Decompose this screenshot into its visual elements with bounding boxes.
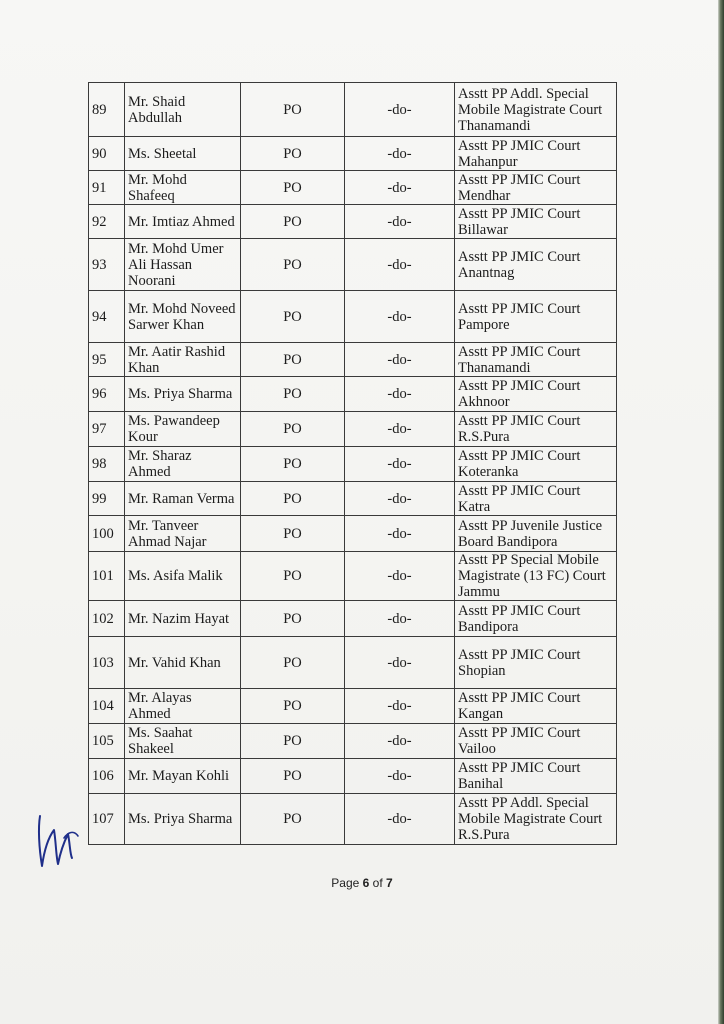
serial-number-cell: 96 [89,377,125,412]
ditto-cell: -do- [345,447,455,482]
officer-name-cell: Mr. Sharaz Ahmed [125,447,241,482]
page-edge-shadow [718,0,724,1024]
officer-name-cell: Ms. Asifa Malik [125,552,241,601]
court-posting-cell: Asstt PP Juvenile Justice Board Bandipora [455,516,617,552]
table-row [89,83,617,137]
serial-number-cell: 101 [89,552,125,601]
serial-number-cell: 91 [89,171,125,205]
court-posting-cell: Asstt PP JMIC Court R.S.Pura [455,412,617,447]
ditto-cell: -do- [345,637,455,689]
ditto-cell: -do- [345,552,455,601]
table-row [89,291,617,343]
officer-name-cell: Mr. Alayas Ahmed [125,689,241,724]
officer-name-cell: Ms. Saahat Shakeel [125,724,241,759]
ditto-cell: -do- [345,137,455,171]
ditto-cell: -do- [345,724,455,759]
table-row [89,601,617,637]
designation-cell: PO [241,482,345,516]
serial-number-cell: 90 [89,137,125,171]
table-row [89,412,617,447]
ditto-cell: -do- [345,83,455,137]
court-posting-cell: Asstt PP JMIC Court Bandipora [455,601,617,637]
court-posting-cell: Asstt PP Addl. Special Mobile Magistrate Court R.S.Pura [455,794,617,845]
ditto-cell: -do- [345,759,455,794]
serial-number-cell: 103 [89,637,125,689]
officer-name-cell: Mr. Mohd Shafeeq [125,171,241,205]
officer-name-cell: Ms. Sheetal [125,137,241,171]
serial-number-cell: 102 [89,601,125,637]
serial-number-cell: 99 [89,482,125,516]
ditto-cell: -do- [345,794,455,845]
ditto-cell: -do- [345,343,455,377]
designation-cell: PO [241,516,345,552]
court-posting-cell: Asstt PP JMIC Court Koteranka [455,447,617,482]
table-row [89,724,617,759]
ditto-cell: -do- [345,412,455,447]
court-posting-cell: Asstt PP JMIC Court Kangan [455,689,617,724]
officer-name-cell: Mr. Imtiaz Ahmed [125,205,241,239]
serial-number-cell: 98 [89,447,125,482]
designation-cell: PO [241,412,345,447]
designation-cell: PO [241,137,345,171]
table-row [89,689,617,724]
officer-name-cell: Ms. Priya Sharma [125,377,241,412]
serial-number-cell: 89 [89,83,125,137]
table-row [89,377,617,412]
page-of-text: of [369,876,387,890]
court-posting-cell: Asstt PP JMIC Court Mahanpur [455,137,617,171]
table-row [89,482,617,516]
table-row [89,343,617,377]
designation-cell: PO [241,291,345,343]
ditto-cell: -do- [345,171,455,205]
ditto-cell: -do- [345,377,455,412]
designation-cell: PO [241,724,345,759]
table-row [89,205,617,239]
page-prefix-text: Page [331,876,363,890]
designation-cell: PO [241,794,345,845]
designation-cell: PO [241,83,345,137]
designation-cell: PO [241,205,345,239]
court-posting-cell: Asstt PP JMIC Court Mendhar [455,171,617,205]
ditto-cell: -do- [345,239,455,291]
page-number-footer [0,876,724,890]
serial-number-cell: 100 [89,516,125,552]
table-row [89,137,617,171]
officer-name-cell: Mr. Tanveer Ahmad Najar [125,516,241,552]
court-posting-cell: Asstt PP JMIC Court Thanamandi [455,343,617,377]
table-row [89,447,617,482]
court-posting-cell: Asstt PP JMIC Court Pampore [455,291,617,343]
designation-cell: PO [241,239,345,291]
table-row [89,552,617,601]
page-current-number: 6 [362,876,370,890]
officer-name-cell: Mr. Nazim Hayat [125,601,241,637]
serial-number-cell: 93 [89,239,125,291]
serial-number-cell: 105 [89,724,125,759]
officer-name-cell: Mr. Mohd Noveed Sarwer Khan [125,291,241,343]
designation-cell: PO [241,343,345,377]
table-row [89,759,617,794]
designation-cell: PO [241,759,345,794]
table-row [89,794,617,845]
serial-number-cell: 104 [89,689,125,724]
designation-cell: PO [241,171,345,205]
ditto-cell: -do- [345,516,455,552]
serial-number-cell: 107 [89,794,125,845]
officer-name-cell: Mr. Mayan Kohli [125,759,241,794]
handwritten-initials-signature [34,808,84,874]
officer-name-cell: Mr. Vahid Khan [125,637,241,689]
court-posting-cell: Asstt PP JMIC Court Shopian [455,637,617,689]
court-posting-cell: Asstt PP JMIC Court Katra [455,482,617,516]
table-body [89,83,617,845]
table-row [89,239,617,291]
ditto-cell: -do- [345,205,455,239]
table-row [89,637,617,689]
officer-name-cell: Mr. Mohd Umer Ali Hassan Noorani [125,239,241,291]
court-posting-cell: Asstt PP Addl. Special Mobile Magistrate Court Thanamandi [455,83,617,137]
designation-cell: PO [241,447,345,482]
court-posting-cell: Asstt PP JMIC Court Vailoo [455,724,617,759]
designation-cell: PO [241,601,345,637]
officers-table [88,82,617,845]
serial-number-cell: 97 [89,412,125,447]
table-row [89,516,617,552]
court-posting-cell: Asstt PP JMIC Court Akhnoor [455,377,617,412]
ditto-cell: -do- [345,482,455,516]
designation-cell: PO [241,689,345,724]
court-posting-cell: Asstt PP JMIC Court Billawar [455,205,617,239]
page-total-number: 7 [386,876,393,890]
court-posting-cell: Asstt PP JMIC Court Anantnag [455,239,617,291]
ditto-cell: -do- [345,291,455,343]
court-posting-cell: Asstt PP Special Mobile Magistrate (13 FC) Court Jammu [455,552,617,601]
officer-name-cell: Mr. Aatir Rashid Khan [125,343,241,377]
officer-name-cell: Mr. Raman Verma [125,482,241,516]
designation-cell: PO [241,552,345,601]
serial-number-cell: 92 [89,205,125,239]
ditto-cell: -do- [345,601,455,637]
officer-name-cell: Ms. Priya Sharma [125,794,241,845]
ditto-cell: -do- [345,689,455,724]
serial-number-cell: 94 [89,291,125,343]
designation-cell: PO [241,637,345,689]
officer-name-cell: Ms. Pawandeep Kour [125,412,241,447]
court-posting-cell: Asstt PP JMIC Court Banihal [455,759,617,794]
table-row [89,171,617,205]
serial-number-cell: 106 [89,759,125,794]
officer-name-cell: Mr. Shaid Abdullah [125,83,241,137]
designation-cell: PO [241,377,345,412]
serial-number-cell: 95 [89,343,125,377]
